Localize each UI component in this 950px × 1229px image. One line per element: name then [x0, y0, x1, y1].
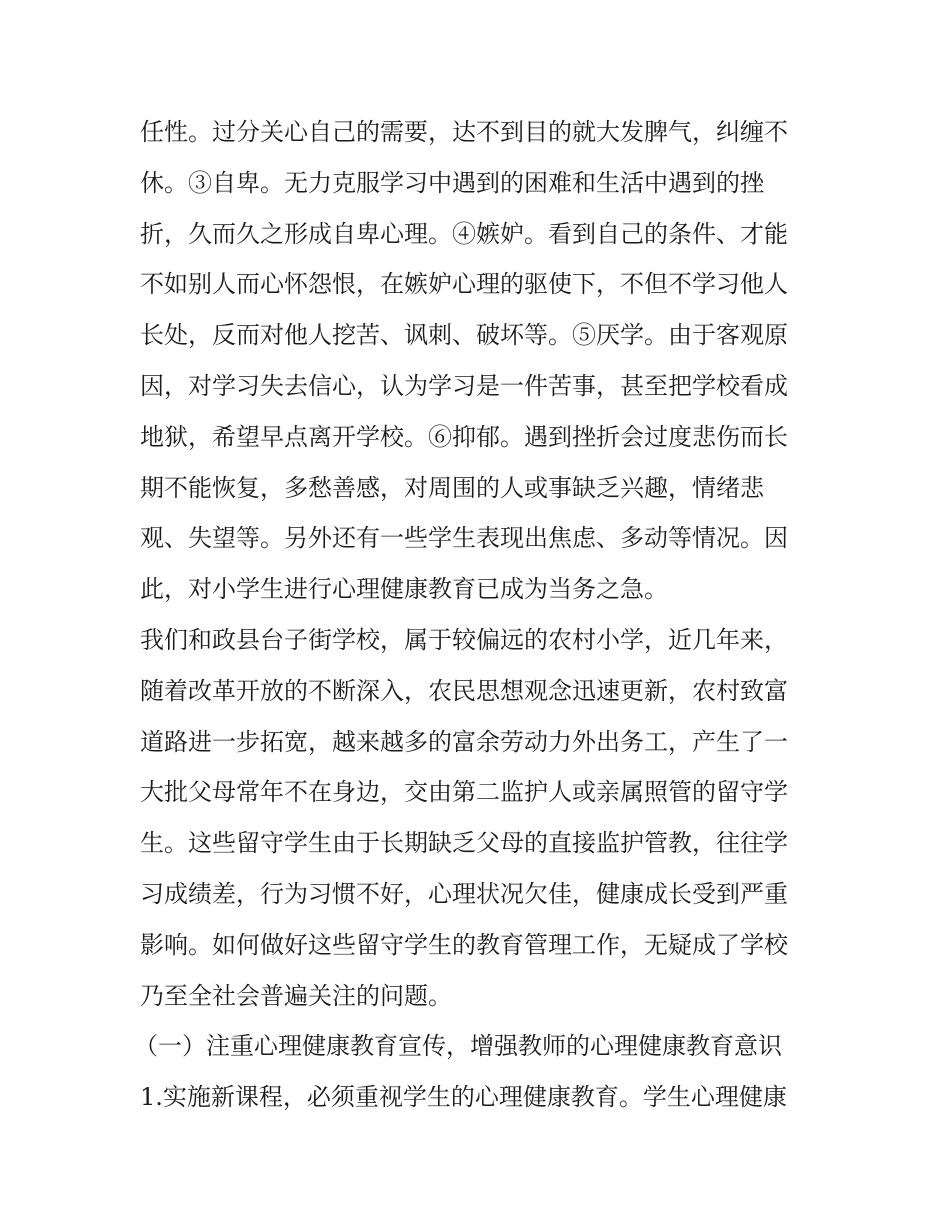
text-line: 1.实施新课程，必须重视学生的心理健康教育。学生心理健康 — [140, 1083, 787, 1112]
text-line: 生。这些留守学生由于长期缺乏父母的直接监护管教，往往学 — [140, 829, 788, 858]
text-line: 期不能恢复，多愁善感，对周围的人或事缺乏兴趣，情绪悲 — [140, 473, 764, 502]
text-line: 影响。如何做好这些留守学生的教育管理工作，无疑成了学校 — [140, 930, 788, 959]
paragraph-new-curriculum — [140, 1072, 820, 1123]
paragraph-problem-list — [140, 107, 820, 615]
text-line: 乃至全社会普遍关注的问题。 — [140, 981, 452, 1010]
text-line: 因，对学习失去信心，认为学习是一件苦事，甚至把学校看成 — [140, 371, 788, 400]
text-line: 此，对小学生进行心理健康教育已成为当务之急。 — [140, 575, 668, 604]
text-line: 休。③自卑。无力克服学习中遇到的困难和生活中遇到的挫 — [140, 168, 764, 197]
text-line: 任性。过分关心自己的需要，达不到目的就大发脾气，纠缠不 — [140, 118, 788, 146]
text-line: 观、失望等。另外还有一些学生表现出焦虑、多动等情况。因 — [140, 524, 788, 553]
text-line: 习成绩差，行为习惯不好，心理状况欠佳，健康成长受到严重 — [140, 879, 788, 908]
text-line: 随着改革开放的不断深入，农民思想观念迅速更新，农村致富 — [140, 676, 788, 705]
section-heading-1 — [134, 1021, 820, 1072]
text-line: 长处，反而对他人挖苦、讽刺、破坏等。⑤厌学。由于客观原 — [140, 321, 788, 350]
text-line: 大批父母常年不在身边，交由第二监护人或亲属照管的留守学 — [140, 778, 788, 807]
document-body — [134, 107, 820, 1123]
text-line: 道路进一步拓宽，越来越多的富余劳动力外出务工，产生了一 — [140, 727, 788, 756]
text-line: 我们和政县台子街学校，属于较偏远的农村小学，近几年来， — [140, 625, 788, 654]
paragraph-school-background — [140, 615, 820, 1021]
section-heading-text: （一）注重心理健康教育宣传，增强教师的心理健康教育意识 — [134, 1032, 782, 1061]
text-line: 不如别人而心怀怨恨，在嫉妒心理的驱使下，不但不学习他人 — [140, 270, 788, 299]
text-line: 折，久而久之形成自卑心理。④嫉妒。看到自己的条件、才能 — [140, 219, 788, 248]
text-line: 地狱，希望早点离开学校。⑥抑郁。遇到挫折会过度悲伤而长 — [140, 422, 788, 451]
